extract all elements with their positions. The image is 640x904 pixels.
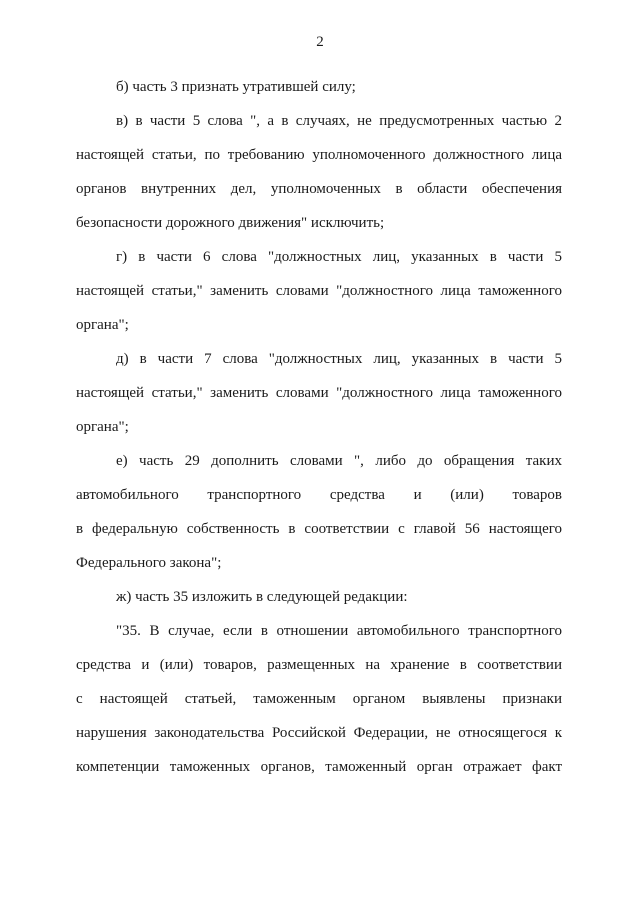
paragraph-35 — [76, 614, 562, 784]
text-line: настоящей статьи," заменить словами "должностного лица таможенного — [76, 283, 562, 299]
text-line: ж) часть 35 изложить в следующей редакции: — [116, 589, 408, 605]
page-number: 2 — [316, 34, 324, 50]
paragraph-zh — [76, 580, 562, 614]
text-line: с настоящей статьей, таможенным органом выявлены признаки — [76, 691, 562, 707]
paragraph-v — [76, 104, 562, 240]
text-line: автомобильного транспортного средства и (или) товаров — [76, 487, 562, 503]
text-line: в федеральную собственность в соответствии с главой 56 настоящего — [76, 521, 562, 537]
text-line: настоящей статьи," заменить словами "должностного лица таможенного — [76, 385, 562, 401]
text-line: б) часть 3 признать утратившей силу; — [116, 79, 356, 95]
text-line: средства и (или) товаров, размещенных на хранение в соответствии — [76, 657, 562, 673]
paragraph-d — [76, 342, 562, 444]
text-line: Федерального закона"; — [76, 555, 222, 571]
text-line: д) в части 7 слова "должностных лиц, указанных в части 5 — [116, 351, 562, 367]
paragraph-b — [76, 70, 562, 104]
text-line: компетенции таможенных органов, таможенный орган отражает факт — [76, 759, 562, 775]
text-line: "35. В случае, если в отношении автомобильного транспортного — [116, 623, 562, 639]
text-line: безопасности дорожного движения" исключить; — [76, 215, 385, 231]
text-line: в) в части 5 слова ", а в случаях, не предусмотренных частью 2 — [116, 113, 562, 129]
text-line: органа"; — [76, 419, 129, 435]
document-body — [76, 70, 562, 784]
paragraph-e — [76, 444, 562, 580]
text-line: органа"; — [76, 317, 129, 333]
text-line: е) часть 29 дополнить словами ", либо до обращения таких — [116, 453, 562, 469]
paragraph-g — [76, 240, 562, 342]
text-line: органов внутренних дел, уполномоченных в области обеспечения — [76, 181, 562, 197]
text-line: нарушения законодательства Российской Федерации, не относящегося к — [76, 725, 562, 741]
text-line: г) в части 6 слова "должностных лиц, указанных в части 5 — [116, 249, 562, 265]
text-line: настоящей статьи, по требованию уполномоченного должностного лица — [76, 147, 562, 163]
